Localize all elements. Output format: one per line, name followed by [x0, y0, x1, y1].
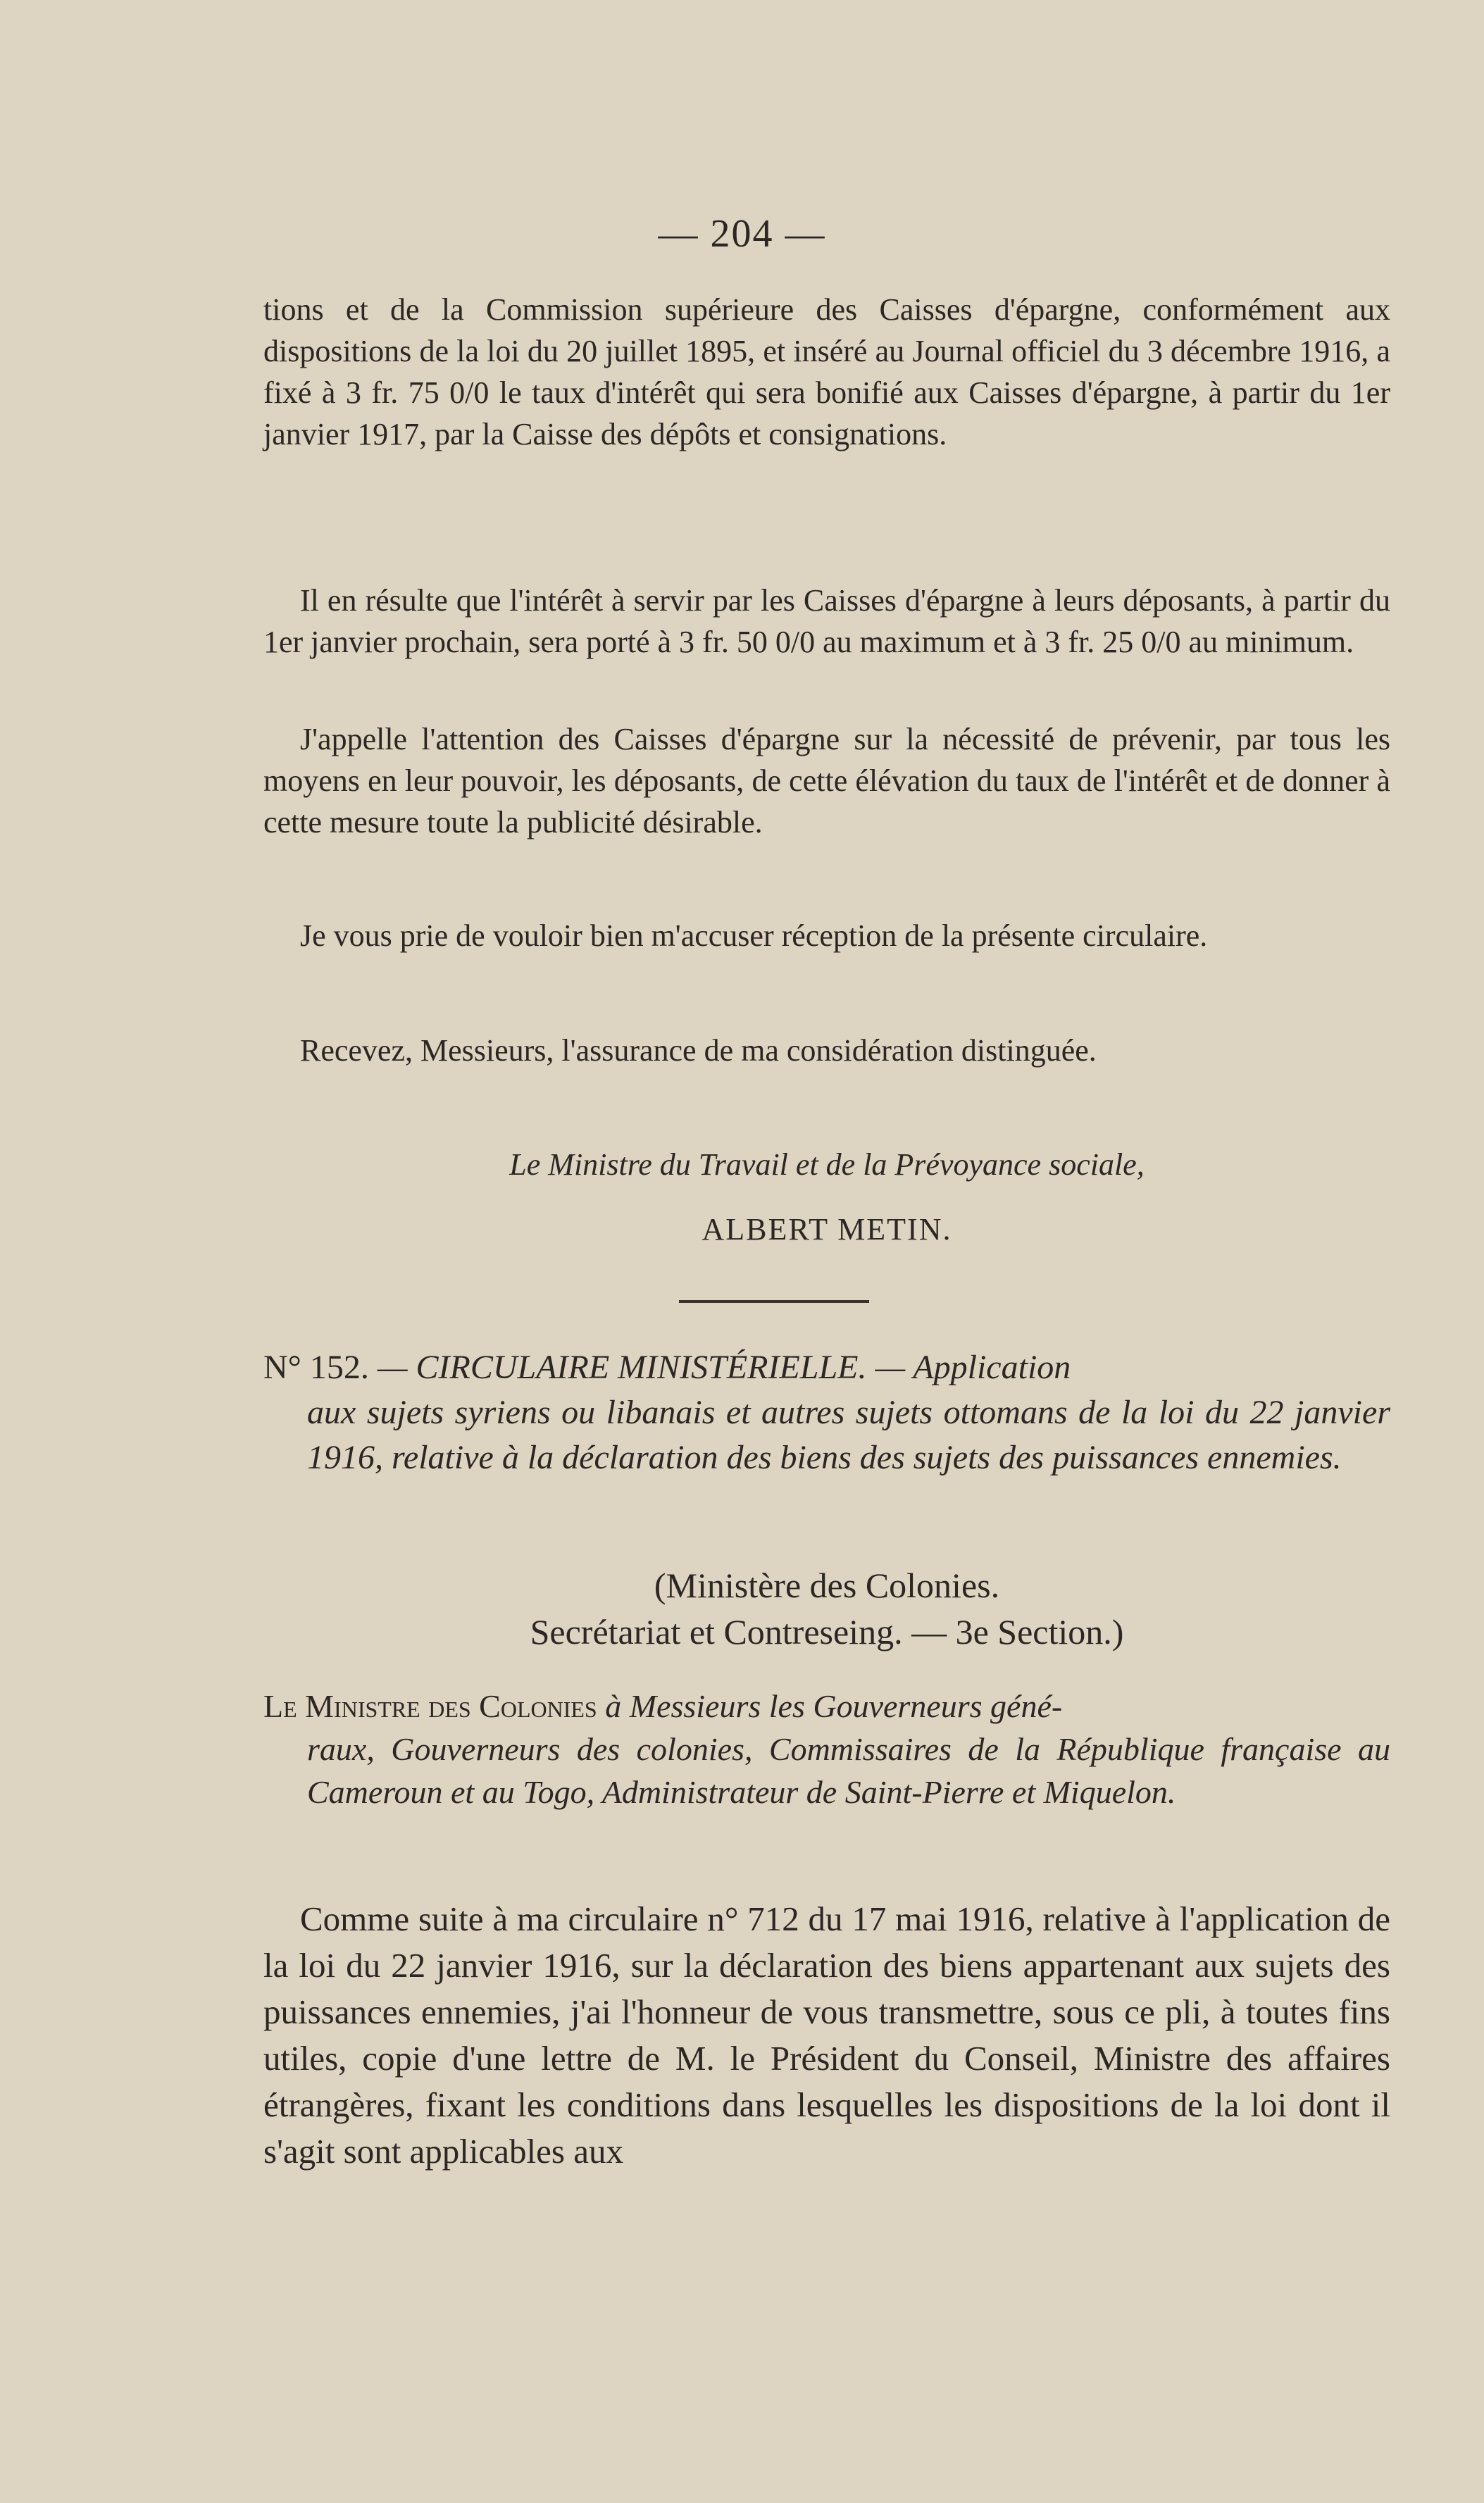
paragraph-5: Recevez, Messieurs, l'assurance de ma considération distinguée. [300, 1033, 1097, 1068]
paragraph-continuation [263, 289, 1390, 455]
circular-body [263, 1896, 1390, 2175]
paragraph-3: J'appelle l'attention des Caisses d'épargne sur la nécessité de prévenir, par tous les moyens en leur pouvoir, les déposants, de cette élévation du taux de l'intérêt et de donner à cette mesure toute la publicité désirable. [263, 722, 1390, 839]
paragraph-2: Il en résulte que l'intérêt à servir par les Caisses d'épargne à leurs déposants, à partir du 1er janvier prochain, sera porté à 3 fr. 50 0/0 au maximum et à 3 fr. 25 0/0 au minimum. [263, 583, 1390, 659]
ministry-line-2: Secrétariat et Contreseing. — 3e Section.) [530, 1612, 1124, 1652]
circular-body-text: Comme suite à ma circulaire n° 712 du 17 mai 1916, relative à l'application de la loi du 22 janvier 1916, sur la déclaration des biens appartenant aux sujets des puissances ennemies, j'ai l'honneur de vous transmettre, sous ce pli, à toutes fins utiles, copie d'une lettre de M. le Président du Conseil, Ministre des affaires étrangères, fixant les conditions dans lesquelles les dispositions de la loi dont il s'agit sont applicables aux [263, 1899, 1390, 2171]
addressee-continuation: raux, Gouverneurs des colonies, Commissaires de la République française au Cameroun et au Togo, Administrateur de Saint-Pierre et Miquelon. [307, 1731, 1390, 1810]
signature-name: ALBERT METIN. [702, 1212, 952, 1247]
section-divider [679, 1300, 869, 1303]
addressee-first: à Messieurs les Gouverneurs géné- [605, 1688, 1063, 1724]
circular-subject: aux sujets syriens ou libanais et autres sujets ottomans de la loi du 22 janvier 1916, relative à la déclaration des biens des sujets des puissances ennemies. [307, 1394, 1390, 1476]
paragraph-block-5 [263, 1030, 1390, 1071]
addressee-block [263, 1685, 1390, 1814]
paragraph-4: Je vous prie de vouloir bien m'accuser réception de la présente circulaire. [300, 918, 1208, 953]
circular-title [263, 1345, 1390, 1480]
ministry-line-1: (Ministère des Colonies. [654, 1566, 1000, 1605]
paragraph-block-2 [263, 580, 1390, 663]
addressee-head: Le Ministre des Colonies [263, 1688, 597, 1724]
ministry-block [263, 1562, 1390, 1655]
signature-title: Le Ministre du Travail et de la Prévoyance sociale, [509, 1147, 1145, 1182]
paragraph-block-4 [263, 915, 1390, 956]
paragraph-block-3 [263, 718, 1390, 843]
page-number: — 204 — [658, 212, 826, 256]
circular-number: N° 152. [263, 1349, 369, 1386]
paragraph-1: tions et de la Commission supérieure des Caisses d'épargne, conformément aux dispositions de la loi du 20 juillet 1895, et inséré au Journal officiel du 3 décembre 1916, a fixé à 3 fr. 75 0/0 le taux d'intérêt qui sera bonifié aux Caisses d'épargne, à partir du 1er janvier 1917, par la Caisse des dépôts et consignations. [263, 292, 1390, 451]
circular-heading: — CIRCULAIRE MINISTÉRIELLE. — Application [377, 1349, 1071, 1386]
